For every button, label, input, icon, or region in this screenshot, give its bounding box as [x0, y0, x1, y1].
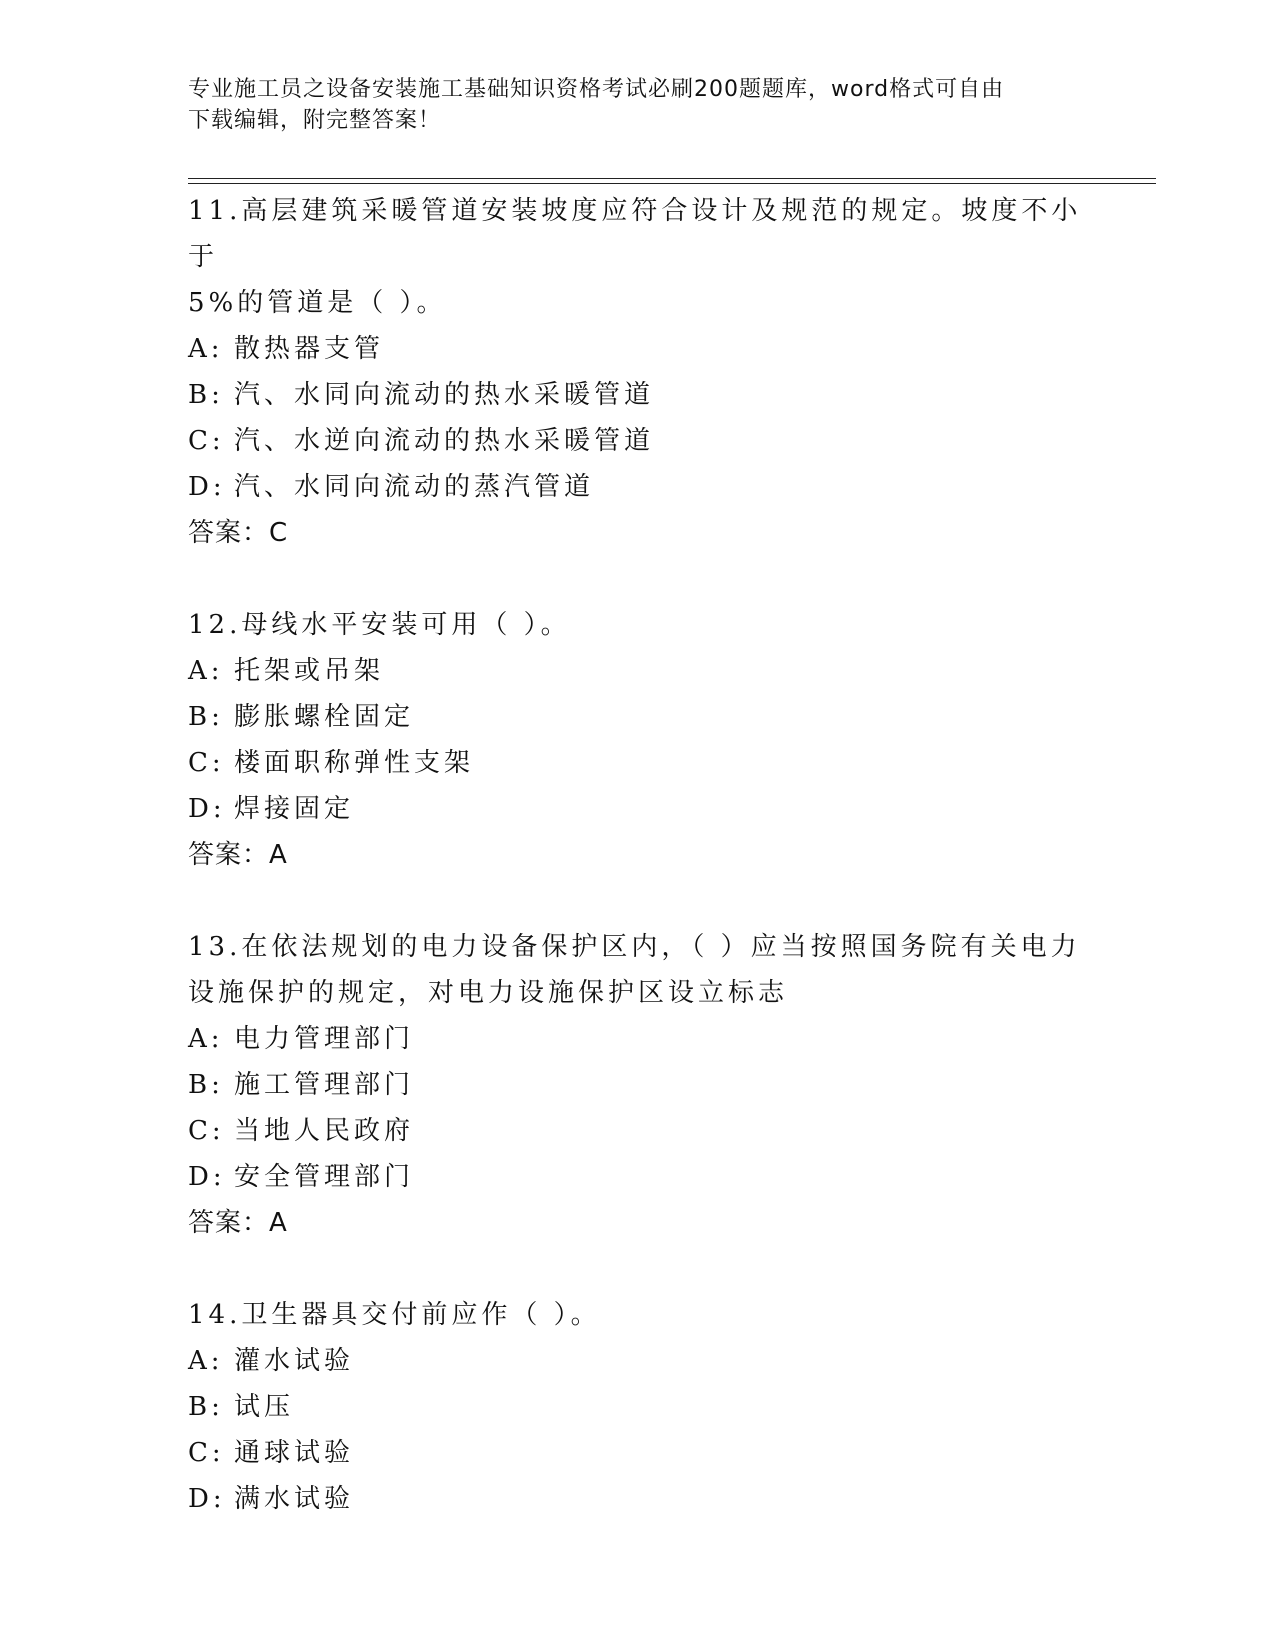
question-text-continued: 5%的管道是（ ）。: [188, 288, 447, 318]
option-letter: D:: [188, 1162, 226, 1192]
answer-line: 答案：A: [188, 840, 288, 870]
option-letter: B:: [188, 1070, 224, 1100]
option-text: 安全管理部门: [234, 1162, 415, 1192]
option-d: [188, 464, 1088, 510]
option-letter: D:: [188, 472, 226, 502]
option-letter: C:: [188, 1438, 225, 1468]
option-b: [188, 694, 1088, 740]
option-letter: B:: [188, 380, 224, 410]
answer-line: 答案：C: [188, 518, 289, 548]
option-text: 膨胀螺栓固定: [234, 702, 415, 732]
question-text: 14.卫生器具交付前应作（ ）。: [188, 1300, 601, 1330]
option-letter: C:: [188, 1116, 225, 1146]
question-text: 13.在依法规划的电力设备保护区内，（ ）应当按照国务院有关电力: [188, 932, 1081, 962]
option-b: [188, 372, 1088, 418]
option-text: 焊接固定: [234, 794, 355, 824]
option-d: [188, 786, 1088, 832]
option-b: [188, 1062, 1088, 1108]
option-c: [188, 1108, 1088, 1154]
option-text: 汽、水同向流动的热水采暖管道: [234, 380, 655, 410]
option-letter: C:: [188, 426, 225, 456]
header-divider-bottom: [188, 183, 1156, 184]
option-text: 施工管理部门: [234, 1070, 415, 1100]
option-text: 汽、水同向流动的蒸汽管道: [234, 472, 595, 502]
option-text: 通球试验: [234, 1438, 355, 1468]
option-letter: D:: [188, 1484, 226, 1514]
option-letter: B:: [188, 702, 224, 732]
question-14: [188, 1292, 1088, 1522]
option-d: [188, 1476, 1088, 1522]
option-letter: C:: [188, 748, 225, 778]
option-text: 散热器支管: [234, 334, 385, 364]
option-d: [188, 1154, 1088, 1200]
option-letter: B:: [188, 1392, 224, 1422]
option-c: [188, 418, 1088, 464]
option-text: 托架或吊架: [234, 656, 385, 686]
question-11: [188, 188, 1088, 556]
question-text: 12.母线水平安装可用（ ）。: [188, 610, 571, 640]
option-text: 电力管理部门: [234, 1024, 415, 1054]
header-line-1: 专业施工员之设备安装施工基础知识资格考试必刷200题题库，word格式可自由: [188, 77, 1005, 102]
option-a: [188, 1016, 1088, 1062]
option-text: 试压: [234, 1392, 295, 1422]
option-letter: D:: [188, 794, 226, 824]
option-letter: A:: [188, 1346, 224, 1376]
option-text: 汽、水逆向流动的热水采暖管道: [234, 426, 655, 456]
option-a: [188, 1338, 1088, 1384]
option-text: 满水试验: [234, 1484, 355, 1514]
question-text: 11.高层建筑采暖管道安装坡度应符合设计及规范的规定。坡度不小于: [188, 196, 1082, 272]
question-12: [188, 602, 1088, 878]
document-header: [188, 74, 1078, 136]
header-line-2: 下载编辑，附完整答案！: [188, 108, 442, 133]
option-a: [188, 326, 1088, 372]
option-letter: A:: [188, 656, 224, 686]
option-text: 灌水试验: [234, 1346, 355, 1376]
option-a: [188, 648, 1088, 694]
question-13: [188, 924, 1088, 1246]
option-letter: A:: [188, 1024, 224, 1054]
answer-line: 答案：A: [188, 1208, 288, 1238]
option-c: [188, 1430, 1088, 1476]
option-c: [188, 740, 1088, 786]
option-text: 当地人民政府: [234, 1116, 415, 1146]
question-list: [188, 188, 1088, 1568]
question-text-continued: 设施保护的规定，对电力设施保护区设立标志: [188, 978, 789, 1008]
option-text: 楼面职称弹性支架: [234, 748, 475, 778]
option-b: [188, 1384, 1088, 1430]
header-divider-top: [188, 178, 1156, 179]
option-letter: A:: [188, 334, 224, 364]
